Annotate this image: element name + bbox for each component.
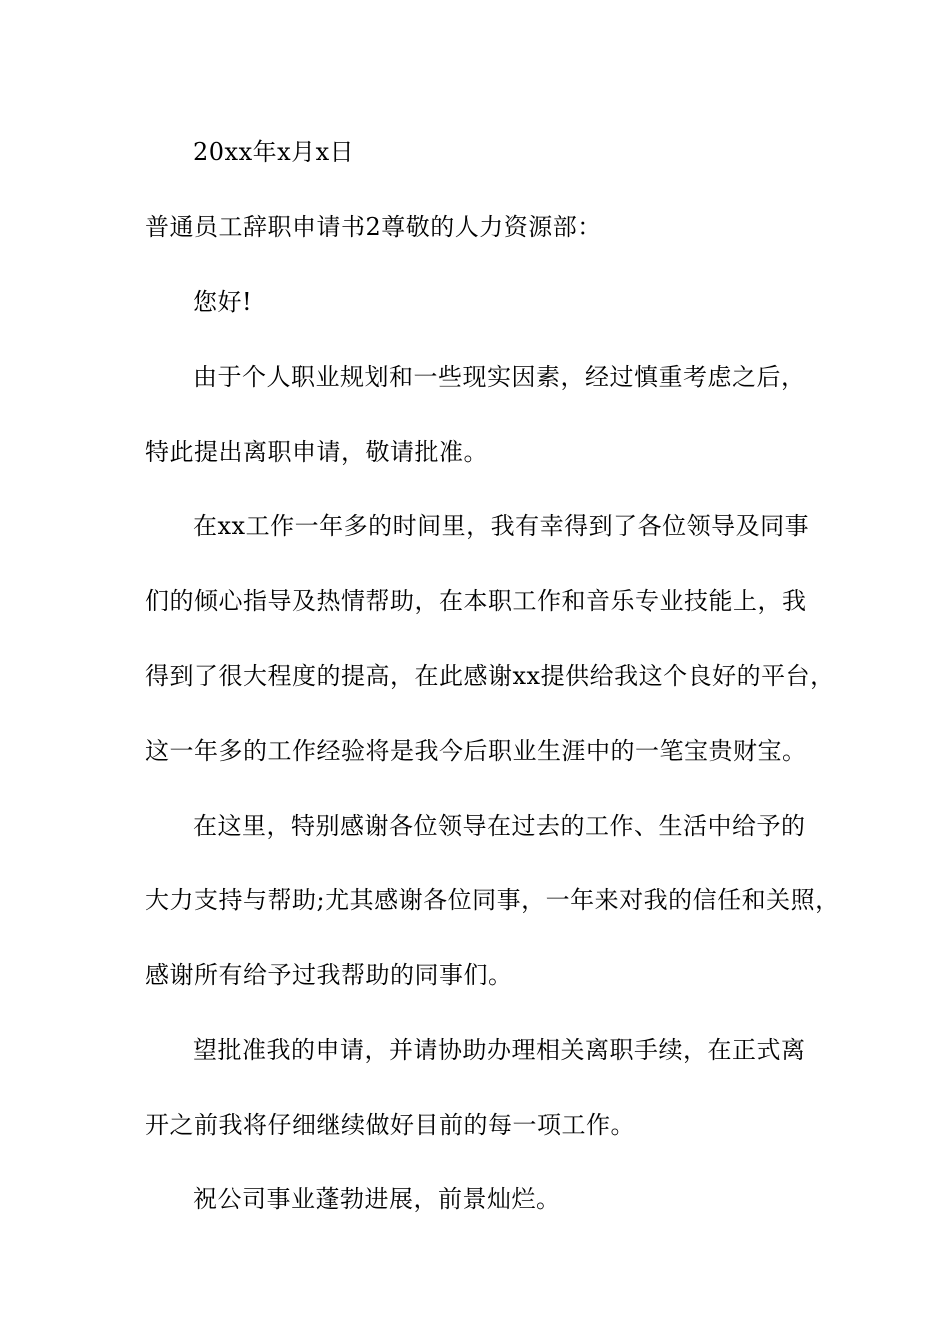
closing-wish-line: 祝公司事业蓬勃进展，前景灿烂。 bbox=[193, 1185, 561, 1213]
greeting-line: 您好! bbox=[193, 288, 253, 316]
paragraph-line: 由于个人职业规划和一些现实因素，经过慎重考虑之后， bbox=[193, 363, 806, 391]
paragraph-line: 得到了很大程度的提高，在此感谢xx提供给我这个良好的平台， bbox=[145, 662, 835, 690]
paragraph-line: 特此提出离职申请，敬请批准。 bbox=[145, 438, 488, 466]
paragraph-line: 开之前我将仔细继续做好目前的每一项工作。 bbox=[145, 1111, 635, 1139]
paragraph-line: 们的倾心指导及热情帮助，在本职工作和音乐专业技能上，我 bbox=[145, 587, 807, 615]
paragraph-line: 在xx工作一年多的时间里，我有幸得到了各位领导及同事 bbox=[193, 512, 810, 540]
paragraph-line: 这一年多的工作经验将是我今后职业生涯中的一笔宝贵财宝。 bbox=[145, 737, 807, 765]
paragraph-line: 在这里，特别感谢各位领导在过去的工作、生活中给予的 bbox=[193, 812, 806, 840]
paragraph-line: 大力支持与帮助;尤其感谢各位同事，一年来对我的信任和关照， bbox=[145, 886, 840, 914]
paragraph-line: 望批准我的申请，并请协助办理相关离职手续，在正式离 bbox=[193, 1036, 806, 1064]
date-line: 20xx年x月x日 bbox=[193, 138, 355, 166]
heading-salutation-line: 普通员工辞职申请书2尊敬的人力资源部： bbox=[145, 213, 602, 241]
paragraph-line: 感谢所有给予过我帮助的同事们。 bbox=[145, 961, 513, 989]
